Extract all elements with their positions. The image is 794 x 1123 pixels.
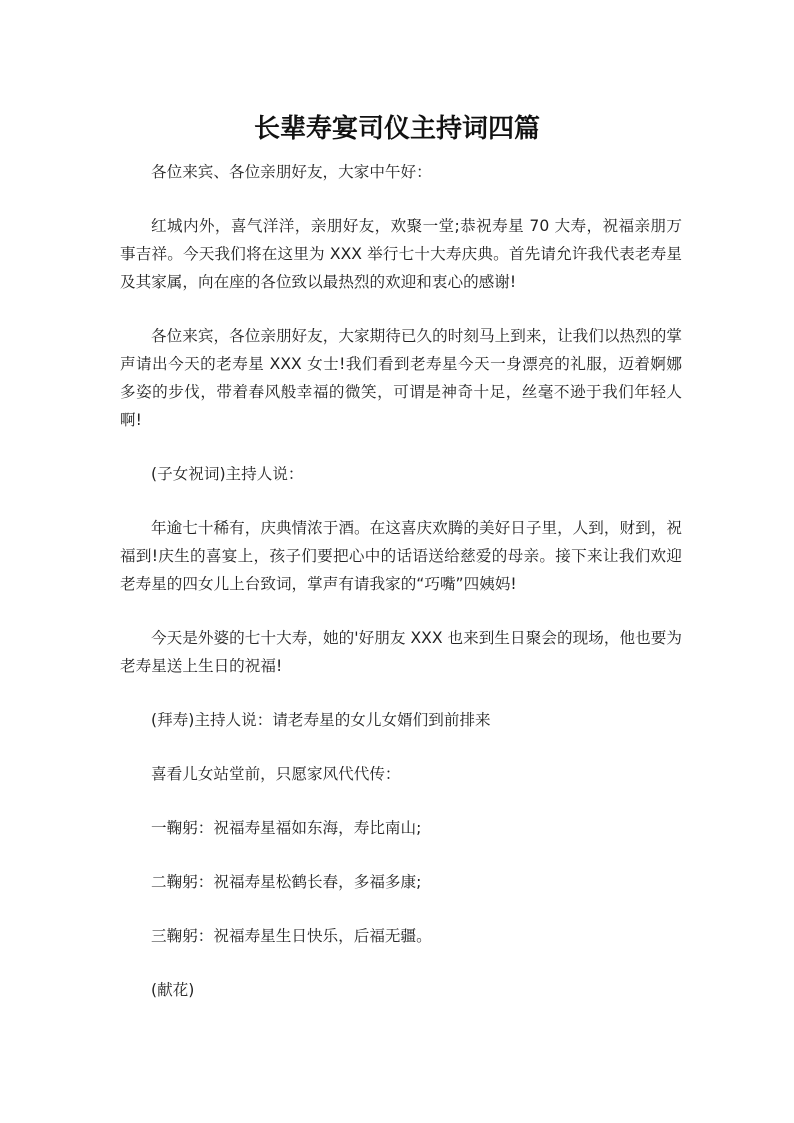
paragraph: 年逾七十稀有，庆典情浓于酒。在这喜庆欢腾的美好日子里，人到，财到，祝福到!庆生的喜宴上，孩子们要把心中的话语送给慈爱的母亲。接下来让我们欢迎老寿星的四女儿上台致词，掌声有请我家的“巧嘴”四姨妈!: [120, 519, 682, 593]
paragraph: 一鞠躬：祝福寿星福如东海，寿比南山;: [151, 819, 422, 837]
paragraph: (子女祝词)主持人说：: [151, 465, 304, 483]
paragraph: 各位来宾，各位亲朋好友，大家期待已久的时刻马上到来，让我们以热烈的掌声请出今天的老寿星 XXX 女士!我们看到老寿星今天一身漂亮的礼服，迈着婀娜多姿的步伐，带着春风般幸福的微笑，可谓是神奇十足，丝毫不逊于我们年轻人啊!: [120, 327, 682, 429]
document-title: 长辈寿宴司仪主持词四篇: [253, 114, 540, 144]
paragraph: 三鞠躬：祝福寿星生日快乐，后福无疆。: [151, 927, 432, 945]
paragraph: 今天是外婆的七十大寿，她的'好朋友 XXX 也来到生日聚会的现场，他也要为老寿星送上生日的祝福!: [120, 629, 682, 675]
paragraph: 喜看儿女站堂前，只愿家风代代传：: [151, 765, 401, 783]
paragraph: 各位来宾、各位亲朋好友，大家中午好：: [151, 163, 432, 181]
paragraph: 二鞠躬：祝福寿星松鹤长春，多福多康;: [151, 873, 422, 891]
paragraph: (献花): [151, 981, 195, 999]
document-body: [120, 158, 682, 1030]
paragraph: 红城内外，喜气洋洋，亲朋好友，欢聚一堂;恭祝寿星 70 大寿，祝福亲朋万事吉祥。今天我们将在这里为 XXX 举行七十大寿庆典。首先请允许我代表老寿星及其家属，向在座的各位致以最热烈的欢迎和衷心的感谢!: [120, 217, 682, 291]
paragraph: (拜寿)主持人说：请老寿星的女儿女婿们到前排来: [151, 711, 491, 729]
